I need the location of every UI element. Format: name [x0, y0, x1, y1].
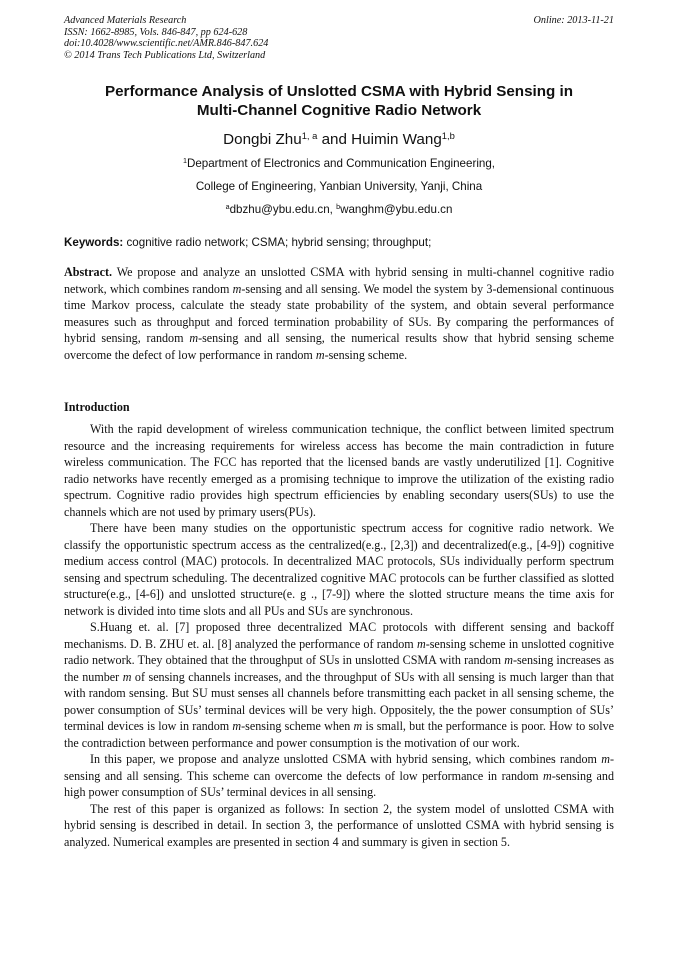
running-header	[64, 15, 614, 61]
email-mark-a: a	[225, 202, 230, 212]
author-line	[64, 131, 614, 149]
department-text: Department of Electronics and Communication Engineering,	[186, 157, 496, 170]
copyright-line: © 2014 Trans Tech Publications Ltd, Switzerland	[64, 49, 266, 61]
title-line-2: Multi-Channel Cognitive Radio Network	[196, 102, 482, 119]
affiliation-mark-1: 1	[182, 156, 187, 166]
journal-name: Advanced Materials Research	[64, 15, 187, 26]
title-line-1: Performance Analysis of Unslotted CSMA with Hybrid Sensing in	[104, 83, 574, 100]
email-mark-b: b	[336, 202, 341, 212]
online-date: Online: 2013-11-21	[533, 15, 614, 26]
author-2: Huimin Wang	[351, 131, 442, 148]
intro-paragraph-2: There have been many studies on the opportunistic spectrum access for cognitive radio network. We classify the opportunistic spectrum access as the centralized(e.g., [2,3]) and decentralized(e.g., [4-9]) cognitive medium access control (MAC) protocols. In decentralized MAC protocols, SUs individually perform spectrum sensing and spectrum scheduling. The decentralized cognitive MAC protocols can be further classified as slotted structure(e.g., [4-6]) and unslotted structure(e. g ., [7-9]) where the slotted structure means the time axis for network is divided into time slots and all PUs and SUs are synchronous.	[64, 521, 614, 618]
affiliation-college: College of Engineering, Yanbian University, Yanji, China	[195, 180, 483, 193]
author-emails	[64, 203, 614, 217]
author-2-affiliation-mark: 1,b	[441, 129, 455, 141]
affiliation-department	[64, 157, 614, 171]
email-b: wanghm@ybu.edu.cn	[340, 203, 453, 216]
abstract	[64, 264, 614, 363]
publication-info	[64, 15, 614, 61]
author-1-affiliation-mark: 1, a	[301, 129, 318, 141]
keywords-label: Keywords:	[64, 236, 124, 249]
paper-title	[64, 82, 614, 120]
intro-paragraph-5: The rest of this paper is organized as follows: In section 2, the system model of unslotted CSMA with hybrid sensing is described in detail. In section 3, the performance of unslotted CSMA with hybrid sensing is analyzed. Numerical examples are presented in section 4 and summary is given in section 5.	[64, 801, 614, 849]
introduction-body	[64, 421, 614, 850]
author-1: Dongbi Zhu	[223, 131, 302, 148]
author-conjunction: and	[317, 131, 352, 148]
intro-paragraph-4: In this paper, we propose and analyze unslotted CSMA with hybrid sensing, which combines random m-sensing and all sensing. This scheme can overcome the defects of low performance in random m-sensing and high power consumption of SUs’ terminal devices in all sensing.	[64, 752, 614, 799]
abstract-text: We propose and analyze an unslotted CSMA with hybrid sensing in multi-channel cognitive radio network, which combines random m-sensing and all sensing. We model the system by 3-demensional continuous time Markov process, calculate the steady state probability of the system, and obtain several performance measures such as throughput and forced termination probability of SUs. By comparing the performances of hybrid sensing, random m-sensing and all sensing, the numerical results show that hybrid sensing scheme overcome the defect of low performance in random m-sensing scheme.	[64, 265, 614, 362]
intro-paragraph-1: With the rapid development of wireless communication technique, the conflict between limited spectrum resource and the increasing requirements for wireless access has become the main contradiction in future wireless communication. The FCC has reported that the licensed bands are vastly underutilized [1]. Cognitive radio networks have recently emerged as a promising technique to improve the utilization of the existing radio spectrum. Cognitive radio provides high spectrum efficiencies by enabling secondary users(SUs) to use the channels which are not used by primary users(PUs).	[64, 422, 614, 519]
introduction-heading: Introduction	[64, 400, 130, 414]
email-a: dbzhu@ybu.edu.cn,	[229, 203, 337, 216]
issn-line: ISSN: 1662-8985, Vols. 846-847, pp 624-628	[64, 26, 248, 38]
intro-paragraph-3: S.Huang et. al. [7] proposed three decentralized MAC protocols with different sensing and backoff mechanisms. D. B. ZHU et. al. [8] analyzed the performance of random m-sensing scheme in unslotted cognitive radio network. They obtained that the throughput of SUs in unslotted CSMA with random m-sensing increases as the number m of sensing channels increases, and the throughput of SUs with all sensing is much larger than that with random sensing. But SU must senses all channels before transmitting each packet in all sensing scheme, the power consumption of SUs’ terminal devices will be very high. Oppositely, the the power consumption of SUs’ terminal devices is low in random m-sensing scheme when m is small, but the performance is poor. How to solve the contradiction between performance and power consumption is the motivation of our work.	[64, 620, 615, 750]
doi-line: doi:10.4028/www.scientific.net/AMR.846-847.624	[64, 38, 269, 50]
abstract-label: Abstract.	[64, 265, 113, 279]
keywords	[64, 236, 614, 250]
keywords-text: cognitive radio network; CSMA; hybrid sensing; throughput;	[123, 236, 432, 249]
